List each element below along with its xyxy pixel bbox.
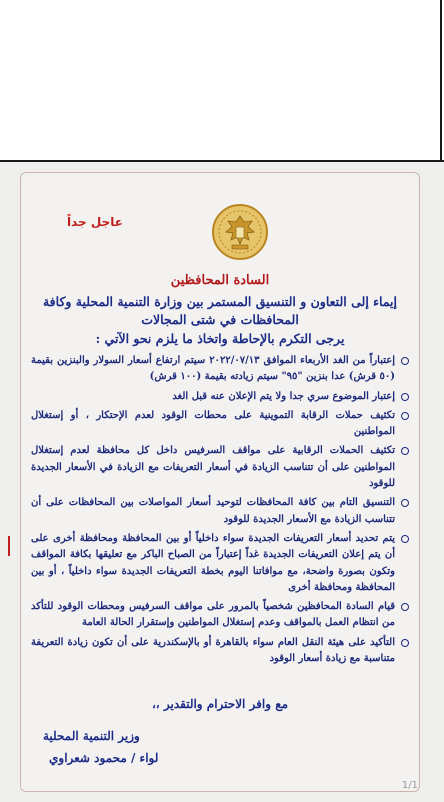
directive-list [31, 353, 409, 670]
list-item [31, 389, 409, 405]
list-item-text: التأكيد على هيئة النقل العام سواء بالقاهرة أو بالإسكندرية على أن تكون زيادة التعريفة متناسبة مع زيادة أسعار الوقود [31, 636, 395, 665]
egypt-eagle-emblem-icon [211, 203, 269, 261]
list-item-text: إعتباراً من الغد الأربعاء الموافق ٢٠٢٢/٠٧/١٣ سيتم ارتفاع أسعار السولار والبنزين بقيمة (٥٠ قرش) عدا بنزين "٩٥" سيتم زيادته بقيمة (١٠٠ قرش) [31, 355, 396, 383]
bullet-circle-icon [401, 447, 409, 455]
list-item [31, 635, 409, 668]
bullet-circle-icon [401, 412, 409, 420]
recipient-heading: السادة المحافظين [170, 273, 270, 288]
red-margin-mark [8, 536, 10, 556]
list-item-text: التنسيق التام بين كافة المحافظات لتوحيد أسعار المواصلات بين المحافظات على أن تتناسب الزيادة مع الأسعار الجديدة للوقود [31, 497, 395, 525]
list-item [31, 531, 409, 596]
bullet-circle-icon [401, 393, 409, 401]
list-item-text: تكثيف حملات الرقابة التموينية على محطات الوقود لعدم الإحتكار ، أو إستغلال المواطنين [31, 409, 395, 438]
bullet-circle-icon [401, 603, 409, 611]
bullet-circle-icon [401, 357, 409, 365]
frame-edge-line [440, 0, 442, 160]
list-item [31, 353, 409, 386]
signature-title: وزير التنمية المحلية [43, 729, 140, 743]
document-page [0, 162, 444, 802]
list-item [31, 443, 409, 492]
intro-paragraph: إيماء إلى التعاون و التنسيق المستمر بين وزارة التنمية المحلية وكافة المحافظات في شتى المجالات [42, 294, 398, 327]
signature-name: لواء / محمود شعراوي [49, 751, 159, 765]
list-item-text: إعتبار الموضوع سري جدا ولا يتم الإعلان عنه قبل الغد [172, 390, 395, 402]
list-item-text: يتم تحديد أسعار التعريفات الجديدة سواء داخلياً أو بين المحافظة ومحافظة أخرى على أن يتم إعلان التعريفات الجديدة غداً إعتباراً من الصباح الباكر مع تعليقها بكافة المواقف وتكون بصورة واضحة، مع موافاتنا اليوم بخطة التعريفات الجديدة سواء داخلياً ، أو بين المحافظة ومحافظة أخرى [31, 532, 395, 593]
closing-line: مع وافر الاحترام والتقدير ،، [151, 697, 289, 711]
bullet-circle-icon [401, 499, 409, 507]
instruction-line: يرجى التكرم بالإحاطة واتخاذ ما يلزم نحو الآتي : [95, 331, 345, 346]
urgent-stamp: عاجل جداً [67, 215, 123, 229]
list-item-text: تكثيف الحملات الرقابية على مواقف السرفيس داخل كل محافظة لعدم إستغلال المواطنين على أن تتناسب الزيادة في أسعار التعريفات مع الزيادة في الأسعار الجديدة للوقود [31, 445, 395, 490]
list-item [31, 408, 409, 441]
blank-top-area [0, 0, 444, 162]
bullet-circle-icon [401, 639, 409, 647]
list-item [31, 495, 409, 528]
list-item-text: قيام السادة المحافظين شخصياً بالمرور على مواقف السرفيس ومحطات الوقود للتأكد من انتظام العمل بالمواقف وعدم إستغلال المواطنين وإستقرار الحالة العامة [31, 601, 395, 629]
list-item [31, 599, 409, 632]
letter-frame [20, 172, 420, 792]
bullet-circle-icon [401, 535, 409, 543]
page-marker: 1/1 [401, 780, 418, 791]
